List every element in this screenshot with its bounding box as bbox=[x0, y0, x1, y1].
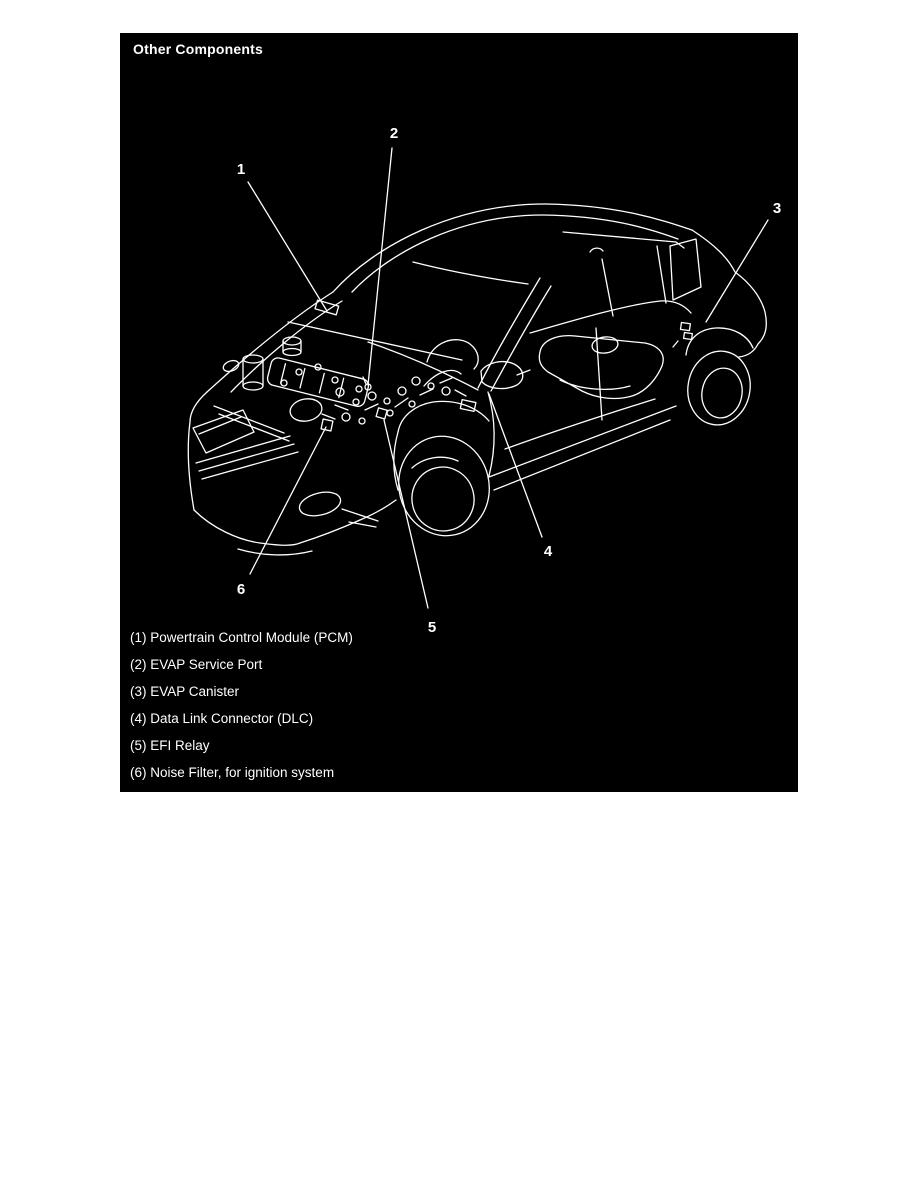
legend-item-3: (3) EVAP Canister bbox=[130, 684, 240, 699]
dlc-marker bbox=[460, 400, 476, 412]
fog-light bbox=[297, 488, 343, 520]
callout-number-6: 6 bbox=[236, 581, 246, 598]
leader-line-1 bbox=[248, 182, 327, 311]
legend-item-4: (4) Data Link Connector (DLC) bbox=[130, 711, 314, 726]
car-body-outline bbox=[188, 204, 766, 555]
leader-line-3 bbox=[706, 220, 768, 322]
component-markers bbox=[315, 300, 692, 431]
panel-title: Other Components bbox=[133, 41, 263, 57]
pcm-marker bbox=[315, 300, 339, 315]
front-fascia bbox=[193, 406, 378, 527]
legend-item-6: (6) Noise Filter, for ignition system bbox=[130, 765, 335, 780]
glasshouse bbox=[413, 239, 701, 420]
leader-line-5 bbox=[384, 420, 428, 608]
legend-item-1: (1) Powertrain Control Module (PCM) bbox=[130, 630, 353, 645]
rear-wheel bbox=[682, 346, 756, 430]
callout-labels bbox=[237, 125, 781, 636]
callout-number-2: 2 bbox=[389, 125, 399, 142]
leader-line-4 bbox=[489, 394, 542, 537]
interior-seats bbox=[539, 335, 663, 398]
noise-filter-marker bbox=[321, 419, 333, 431]
callout-number-1: 1 bbox=[236, 161, 246, 178]
efi-relay-marker bbox=[376, 408, 387, 419]
legend bbox=[130, 624, 353, 786]
evap-canister-marker bbox=[680, 322, 690, 330]
leader-line-6 bbox=[250, 427, 326, 574]
callout-number-5: 5 bbox=[427, 619, 437, 636]
callout-number-4: 4 bbox=[543, 543, 553, 560]
legend-item-2: (2) EVAP Service Port bbox=[130, 657, 263, 672]
front-wheel bbox=[388, 427, 500, 546]
components-panel bbox=[120, 33, 798, 792]
engine-bay-details bbox=[222, 322, 478, 424]
legend-item-5: (5) EFI Relay bbox=[130, 738, 210, 753]
callout-number-3: 3 bbox=[772, 200, 782, 217]
